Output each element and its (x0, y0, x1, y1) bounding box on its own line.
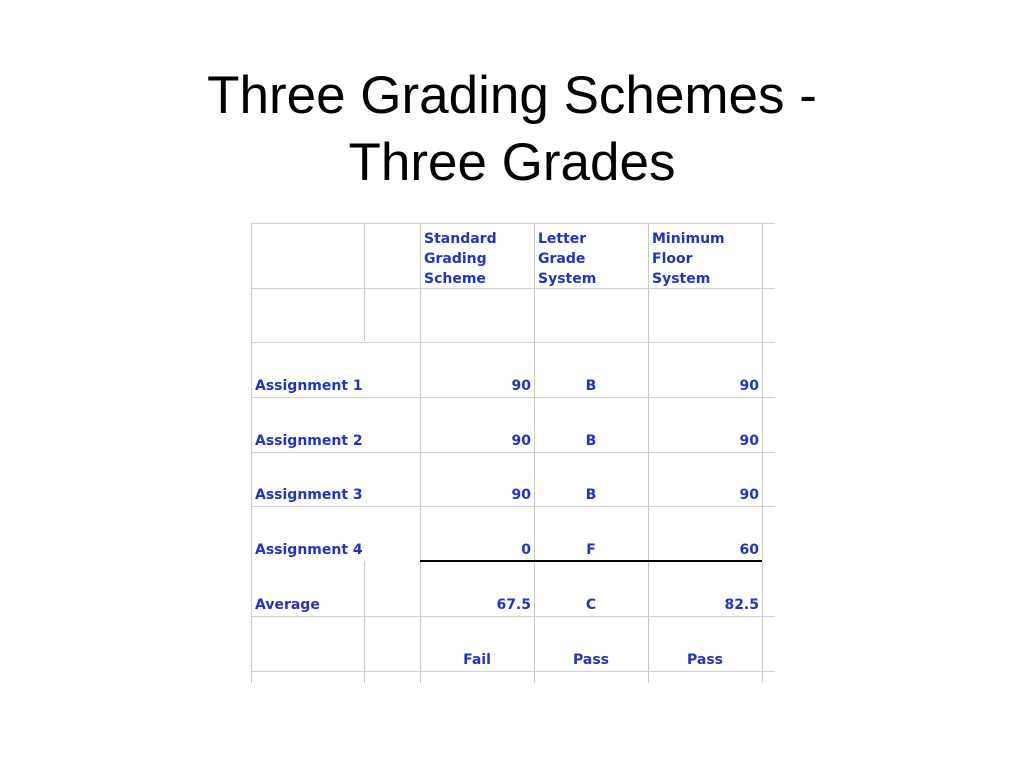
slide-title-line-2: Three Grades (348, 133, 676, 192)
standard-average: 67.5 (496, 597, 531, 613)
minimum-value: 90 (739, 433, 759, 449)
minimum-outcome: Pass (687, 652, 723, 668)
average-label: Average (255, 597, 320, 613)
slide-title-line-1: Three Grading Schemes - (207, 66, 817, 125)
grid-hline (251, 452, 775, 453)
header-letter: Letter Grade System (538, 231, 597, 287)
row-label: Assignment 1 (255, 378, 363, 394)
standard-value: 0 (521, 542, 531, 558)
header-minimum: Minimum Floor System (652, 231, 725, 287)
grid-vline (534, 223, 535, 683)
standard-value: 90 (511, 487, 531, 503)
standard-value: 90 (511, 378, 531, 394)
grid-vline (648, 223, 649, 683)
grid-vline (364, 616, 365, 683)
grid-vline (762, 223, 763, 683)
row-label: Assignment 3 (255, 487, 363, 503)
grid-vline (364, 223, 365, 341)
row-label: Assignment 4 (255, 542, 363, 558)
minimum-value: 90 (739, 487, 759, 503)
header-standard: Standard Grading Scheme (424, 231, 497, 287)
grid-vline (420, 223, 421, 683)
standard-value: 90 (511, 433, 531, 449)
grid-hline (251, 506, 775, 507)
letter-value: B (585, 487, 597, 503)
letter-value: F (586, 542, 596, 558)
minimum-value: 60 (739, 542, 759, 558)
grid-hline (251, 223, 775, 224)
standard-outcome: Fail (463, 652, 491, 668)
letter-value: B (585, 378, 597, 394)
letter-average: C (585, 597, 597, 613)
grid-hline (251, 397, 775, 398)
letter-outcome: Pass (573, 652, 609, 668)
grading-table (251, 223, 775, 683)
grid-vline (364, 561, 365, 618)
slide-title (0, 62, 1024, 196)
sum-underline (420, 560, 762, 562)
grid-hline (251, 342, 775, 343)
grid-hline (251, 616, 775, 617)
row-label: Assignment 2 (255, 433, 363, 449)
grid-vline (251, 223, 252, 683)
minimum-average: 82.5 (724, 597, 759, 613)
letter-value: B (585, 433, 597, 449)
grid-hline (251, 671, 775, 672)
minimum-value: 90 (739, 378, 759, 394)
